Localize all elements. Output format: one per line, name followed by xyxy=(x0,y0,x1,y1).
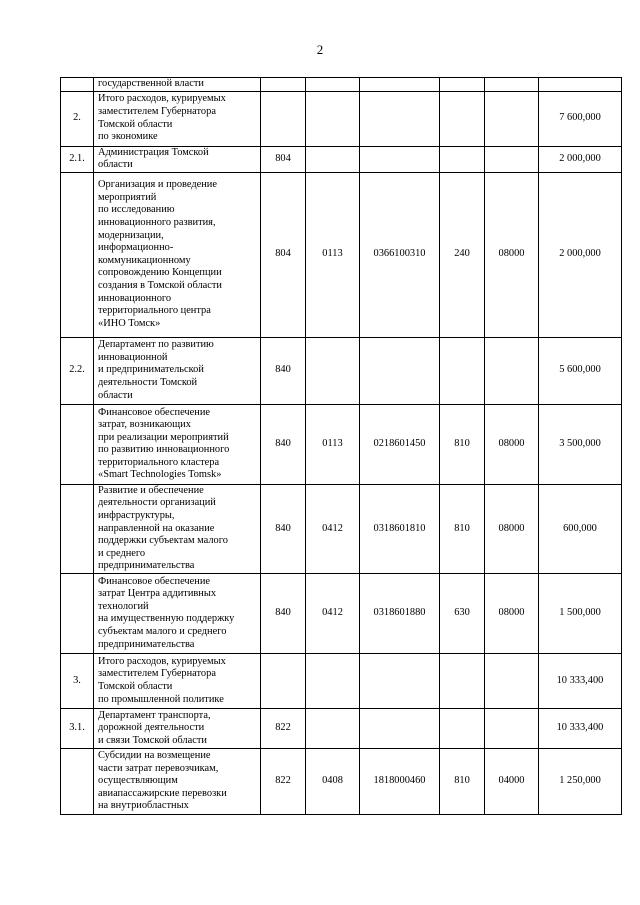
code-ministry-cell: 822 xyxy=(261,748,306,814)
code-ministry-cell: 804 xyxy=(261,146,306,172)
code-extra-cell: 08000 xyxy=(485,484,539,573)
code-ministry-cell: 840 xyxy=(261,573,306,653)
code-target-cell xyxy=(360,337,440,404)
table-row xyxy=(61,653,622,708)
amount-cell: 5 600,000 xyxy=(539,337,622,404)
item-name-cell: Финансовое обеспечение затрат Центра аддитивных технологий на имущественную поддержку субъектам малого и среднего предпринимательства xyxy=(94,573,261,653)
code-section-cell xyxy=(306,146,360,172)
code-expense-type-cell xyxy=(440,337,485,404)
code-expense-type-cell xyxy=(440,91,485,146)
code-extra-cell xyxy=(485,146,539,172)
code-section-cell: 0113 xyxy=(306,404,360,484)
code-ministry-cell: 840 xyxy=(261,404,306,484)
code-expense-type-cell xyxy=(440,653,485,708)
amount-cell: 2 000,000 xyxy=(539,146,622,172)
code-extra-cell xyxy=(485,78,539,92)
item-name-cell: Финансовое обеспечение затрат, возникающих при реализации мероприятий по развитию инновационного территориального кластера «Smart Technologies Tomsk» xyxy=(94,404,261,484)
code-section-cell xyxy=(306,337,360,404)
row-number-cell xyxy=(61,748,94,814)
row-number-cell xyxy=(61,484,94,573)
code-target-cell: 0366100310 xyxy=(360,172,440,337)
page-number: 2 xyxy=(316,42,324,57)
code-target-cell: 0218601450 xyxy=(360,404,440,484)
table-row xyxy=(61,484,622,573)
code-ministry-cell xyxy=(261,91,306,146)
code-target-cell: 0318601880 xyxy=(360,573,440,653)
item-name-cell: Итого расходов, курируемых заместителем Губернатора Томской области по экономике xyxy=(94,91,261,146)
amount-cell: 600,000 xyxy=(539,484,622,573)
amount-cell: 1 250,000 xyxy=(539,748,622,814)
row-number-cell: 2.2. xyxy=(61,337,94,404)
table-row xyxy=(61,337,622,404)
code-extra-cell: 08000 xyxy=(485,573,539,653)
amount-cell: 10 333,400 xyxy=(539,708,622,748)
row-number-cell xyxy=(61,404,94,484)
code-ministry-cell: 840 xyxy=(261,484,306,573)
code-ministry-cell: 840 xyxy=(261,337,306,404)
code-extra-cell xyxy=(485,653,539,708)
code-extra-cell xyxy=(485,708,539,748)
item-name-cell: Итого расходов, курируемых заместителем Губернатора Томской области по промышленной политике xyxy=(94,653,261,708)
code-extra-cell xyxy=(485,337,539,404)
code-target-cell xyxy=(360,653,440,708)
code-section-cell: 0412 xyxy=(306,484,360,573)
item-name-cell: Развитие и обеспечение деятельности организаций инфраструктуры, направленной на оказание поддержки субъектам малого и среднего предпринимательства xyxy=(94,484,261,573)
code-section-cell xyxy=(306,708,360,748)
code-target-cell xyxy=(360,708,440,748)
code-target-cell: 1818000460 xyxy=(360,748,440,814)
table-row xyxy=(61,172,622,337)
code-section-cell xyxy=(306,653,360,708)
row-number-cell xyxy=(61,78,94,92)
code-expense-type-cell: 630 xyxy=(440,573,485,653)
item-name-cell: государственной власти xyxy=(94,78,261,92)
item-name-cell: Департамент транспорта, дорожной деятельности и связи Томской области xyxy=(94,708,261,748)
code-target-cell xyxy=(360,146,440,172)
code-ministry-cell: 822 xyxy=(261,708,306,748)
table-row xyxy=(61,404,622,484)
budget-table xyxy=(60,77,622,815)
code-target-cell xyxy=(360,78,440,92)
table-row xyxy=(61,91,622,146)
table-row xyxy=(61,573,622,653)
row-number-cell: 2.1. xyxy=(61,146,94,172)
code-ministry-cell xyxy=(261,78,306,92)
code-section-cell: 0412 xyxy=(306,573,360,653)
item-name-cell: Субсидии на возмещение части затрат перевозчикам, осуществляющим авиапассажирские перевозки на внутриобластных xyxy=(94,748,261,814)
code-expense-type-cell: 240 xyxy=(440,172,485,337)
code-section-cell: 0113 xyxy=(306,172,360,337)
code-target-cell: 0318601810 xyxy=(360,484,440,573)
code-expense-type-cell xyxy=(440,78,485,92)
code-expense-type-cell: 810 xyxy=(440,748,485,814)
amount-cell: 2 000,000 xyxy=(539,172,622,337)
amount-cell: 7 600,000 xyxy=(539,91,622,146)
amount-cell: 3 500,000 xyxy=(539,404,622,484)
code-target-cell xyxy=(360,91,440,146)
row-number-cell: 3.1. xyxy=(61,708,94,748)
code-section-cell xyxy=(306,78,360,92)
code-section-cell: 0408 xyxy=(306,748,360,814)
item-name-cell: Администрация Томской области xyxy=(94,146,261,172)
code-expense-type-cell: 810 xyxy=(440,404,485,484)
amount-cell: 10 333,400 xyxy=(539,653,622,708)
table-row xyxy=(61,748,622,814)
code-expense-type-cell xyxy=(440,708,485,748)
row-number-cell: 2. xyxy=(61,91,94,146)
row-number-cell: 3. xyxy=(61,653,94,708)
table-row xyxy=(61,146,622,172)
code-extra-cell: 08000 xyxy=(485,404,539,484)
table-row xyxy=(61,78,622,92)
item-name-cell: Организация и проведение мероприятий по исследованию инновационного развития, модернизации, информационно- коммуникационному сопровождению Концепции создания в Томской области инновационного территориального центра «ИНО Томск» xyxy=(94,172,261,337)
item-name-cell: Департамент по развитию инновационной и предпринимательской деятельности Томской области xyxy=(94,337,261,404)
code-expense-type-cell: 810 xyxy=(440,484,485,573)
code-extra-cell xyxy=(485,91,539,146)
amount-cell: 1 500,000 xyxy=(539,573,622,653)
code-expense-type-cell xyxy=(440,146,485,172)
code-extra-cell: 08000 xyxy=(485,172,539,337)
code-ministry-cell: 804 xyxy=(261,172,306,337)
table-row xyxy=(61,708,622,748)
row-number-cell xyxy=(61,172,94,337)
code-extra-cell: 04000 xyxy=(485,748,539,814)
code-ministry-cell xyxy=(261,653,306,708)
code-section-cell xyxy=(306,91,360,146)
amount-cell xyxy=(539,78,622,92)
row-number-cell xyxy=(61,573,94,653)
